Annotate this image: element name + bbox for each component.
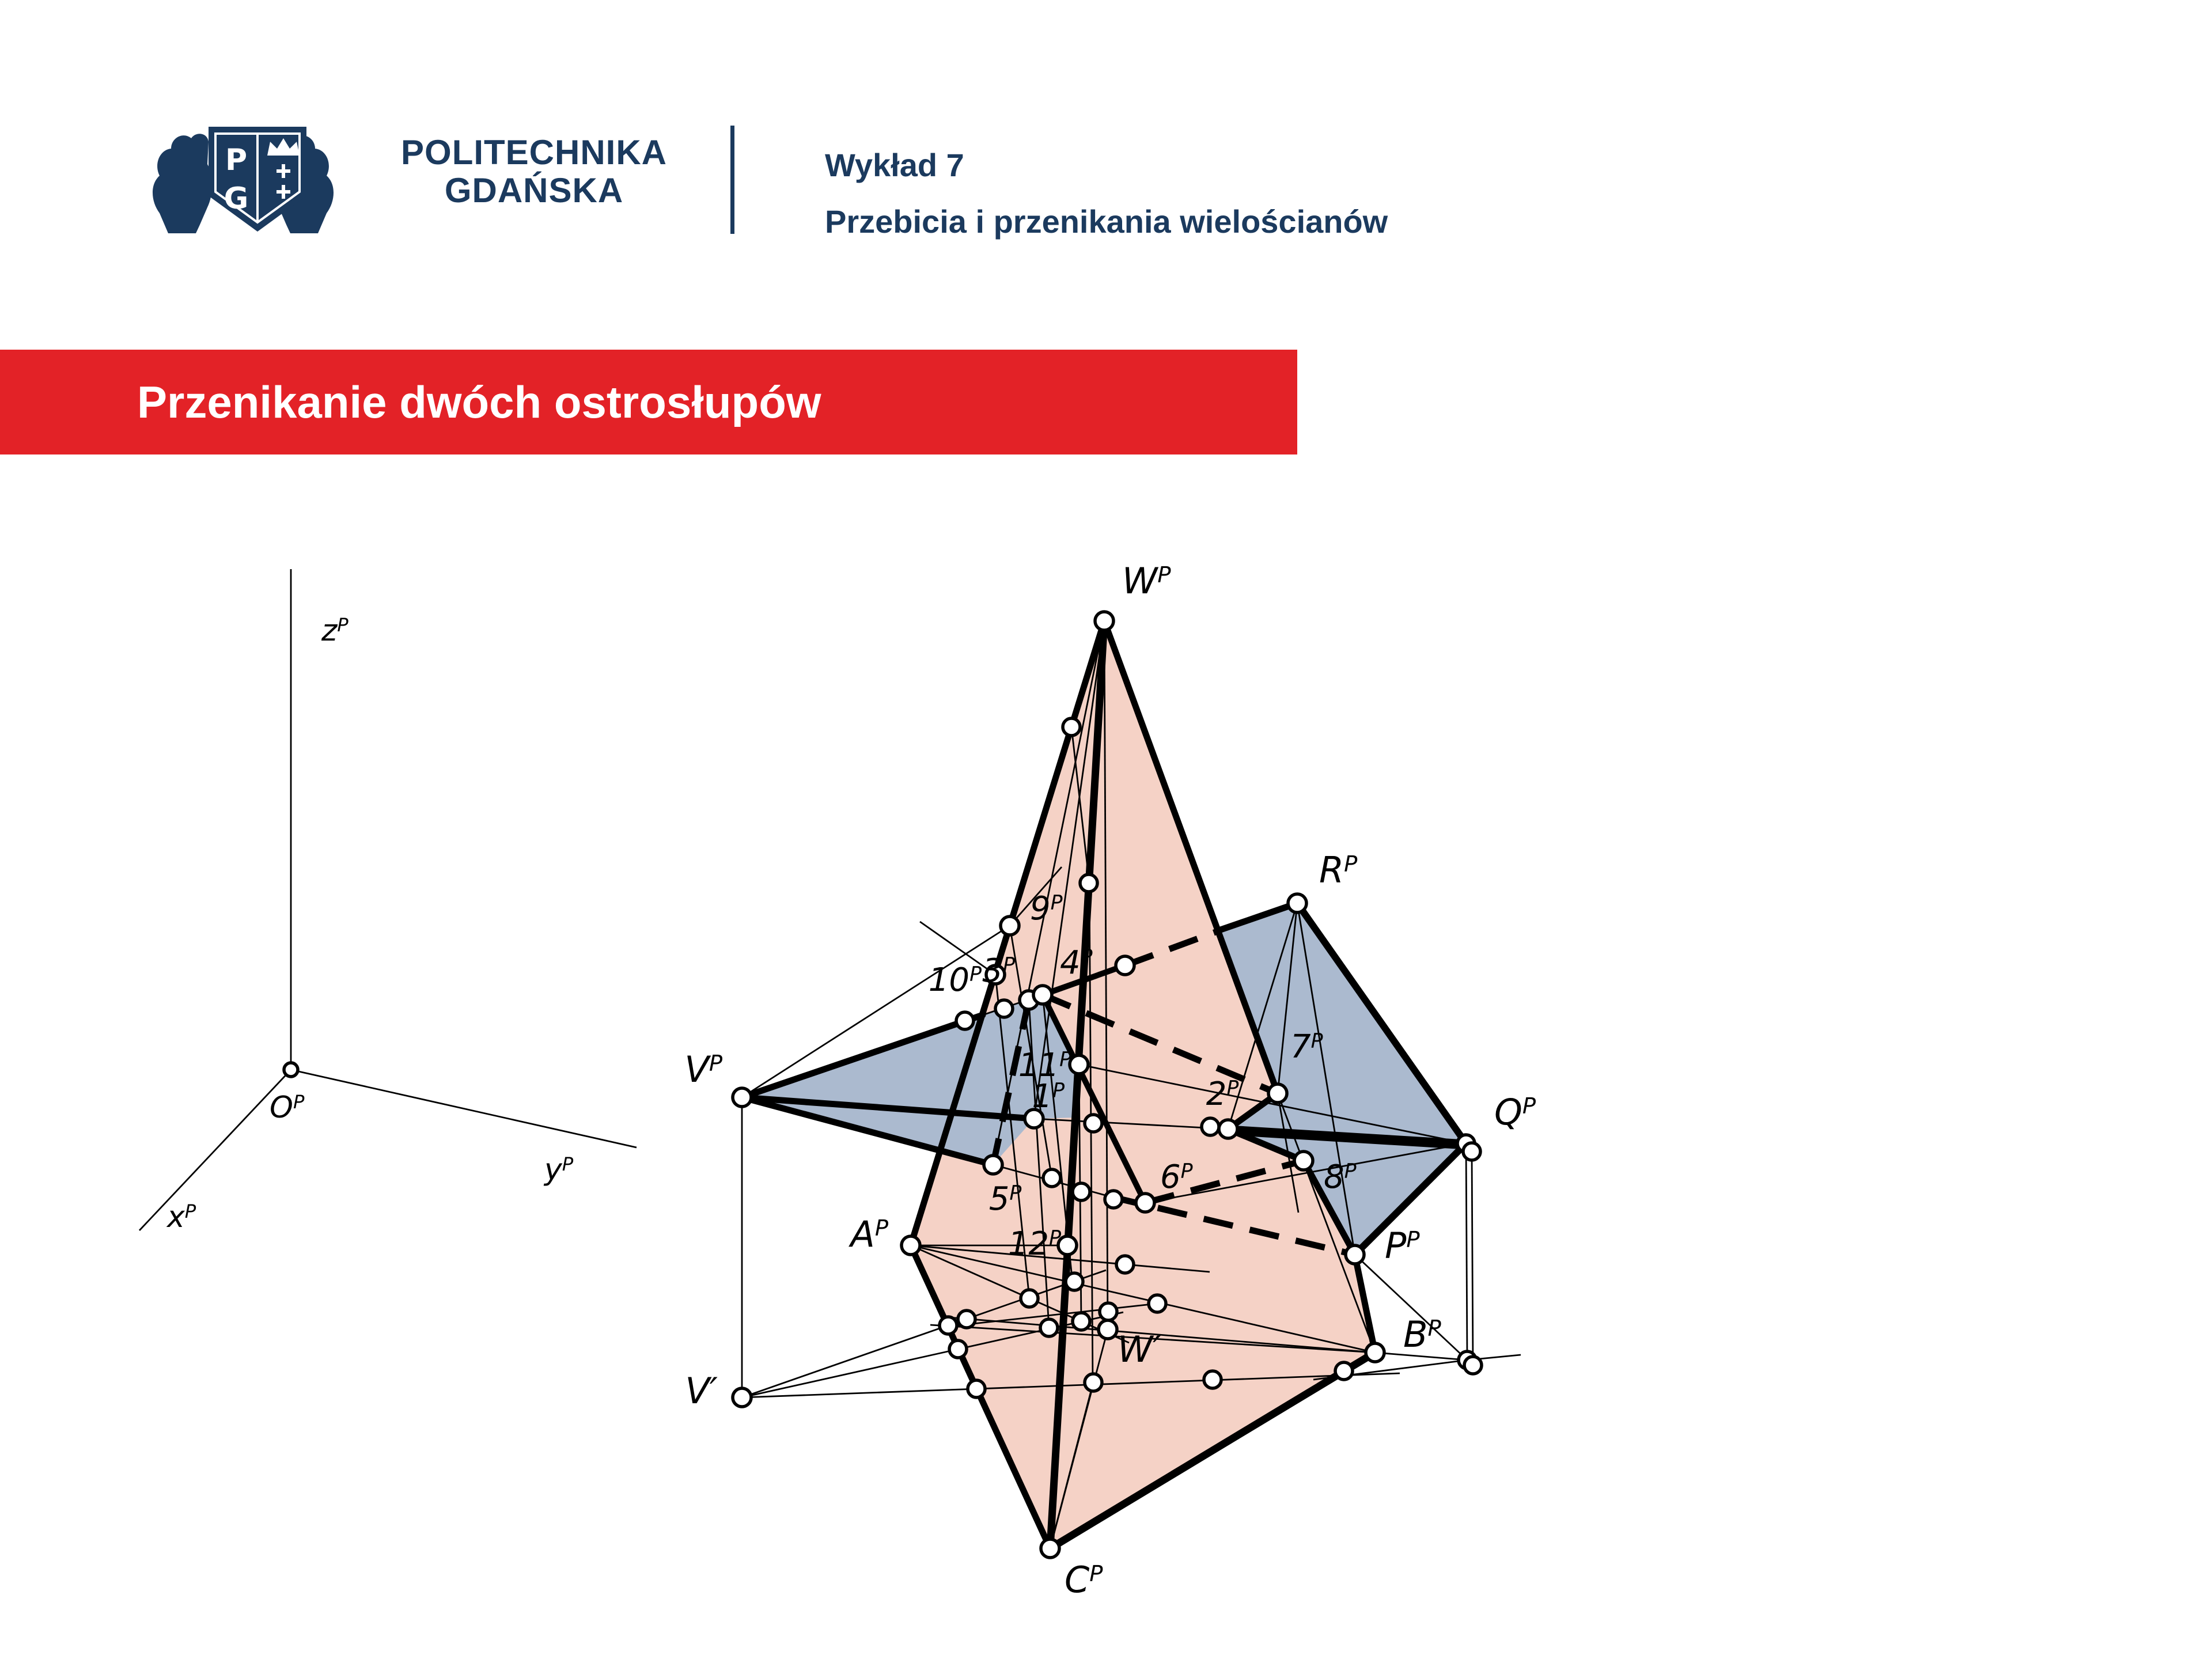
label-11: $11^P$ <box>1018 1047 1071 1084</box>
point-C <box>1041 1539 1059 1558</box>
point-6 <box>1136 1194 1154 1212</box>
point-bottom-b <box>1204 1371 1221 1388</box>
point-5 <box>984 1156 1002 1174</box>
point-left-edge-2 <box>949 1340 967 1358</box>
point-left-of-3 <box>995 1000 1013 1017</box>
label-8: $8^P$ <box>1324 1158 1357 1196</box>
label-10: $10^P$ <box>928 961 982 999</box>
point-on-WC <box>1080 874 1097 892</box>
point-4 <box>1033 986 1052 1004</box>
label-4: $4^P$ <box>1060 944 1093 982</box>
point-left-edge-3 <box>968 1380 985 1397</box>
label-V: $V^P$ <box>684 1048 722 1090</box>
lecture-subtitle: Przebicia i przenikania wielościanów <box>825 203 1388 240</box>
point-A-fan-a <box>1021 1290 1038 1307</box>
university-name-line2: GDAŃSKA <box>444 171 624 210</box>
point-VR-crossing <box>956 1012 974 1029</box>
point-left-edge-1 <box>940 1317 957 1334</box>
label-5: $5^P$ <box>988 1180 1022 1218</box>
origin-marker <box>284 1063 298 1077</box>
point-12-right <box>1116 1256 1134 1273</box>
label-9: $9^P$ <box>1030 890 1063 927</box>
slide-title: Przenikanie dwóch ostrosłupów <box>137 377 821 427</box>
point-W-cluster-3 <box>1100 1303 1117 1320</box>
label-y-axis: $y^P$ <box>544 1153 574 1187</box>
point-bottom-a <box>1085 1374 1102 1391</box>
university-name-line1: POLITECHNIKA <box>401 133 667 172</box>
point-below-B <box>1335 1362 1353 1380</box>
point-B <box>1366 1343 1384 1362</box>
label-Vprime: V′ <box>685 1370 718 1412</box>
label-z-axis: $z^P$ <box>321 613 349 648</box>
label-1: $1^P$ <box>1032 1078 1065 1115</box>
point-Q-double <box>1463 1143 1480 1160</box>
label-2: $2^P$ <box>1206 1075 1239 1113</box>
label-W: $W^P$ <box>1122 560 1171 602</box>
label-R: $R^P$ <box>1319 849 1358 891</box>
x-axis <box>139 1070 291 1230</box>
point-11 <box>1070 1055 1088 1074</box>
point-left-edge-1b <box>958 1310 975 1328</box>
label-Q: $Q^P$ <box>1494 1091 1536 1133</box>
point-Qprime-double <box>1464 1357 1482 1374</box>
label-A: $A^P$ <box>850 1213 888 1255</box>
point-V <box>733 1088 751 1107</box>
label-7: $7^P$ <box>1290 1028 1323 1066</box>
lecture-title: Wykład 7 <box>825 147 964 183</box>
logo-letter-G: G <box>224 181 249 216</box>
label-6: $6^P$ <box>1160 1158 1193 1196</box>
point-on-WA <box>1063 718 1080 736</box>
projector-Q-1 <box>1466 1143 1467 1360</box>
point-Wprime <box>1099 1320 1117 1339</box>
point-P <box>1346 1245 1364 1264</box>
point-8 <box>1294 1152 1313 1170</box>
point-12-below <box>1066 1273 1083 1290</box>
y-axis <box>291 1070 637 1147</box>
point-9 <box>1001 916 1019 935</box>
point-5P-c <box>1105 1191 1122 1208</box>
point-2 <box>1219 1120 1237 1138</box>
point-W-cluster-1 <box>1073 1313 1090 1330</box>
label-Wprime: W′ <box>1118 1328 1161 1370</box>
point-5P-a <box>1043 1169 1060 1187</box>
point-Vprime <box>733 1388 751 1407</box>
label-3: $3^P$ <box>982 952 1015 990</box>
logo-letter-P: P <box>225 143 248 177</box>
point-R <box>1288 894 1306 912</box>
label-B: $B^P$ <box>1403 1313 1441 1355</box>
point-center-cross <box>1085 1115 1102 1132</box>
point-5P-b <box>1073 1183 1090 1200</box>
point-7 <box>1268 1084 1287 1103</box>
point-A-fan-b <box>1149 1295 1166 1312</box>
label-origin: $O^P$ <box>270 1090 305 1125</box>
point-W <box>1095 612 1113 630</box>
label-12: $12^P$ <box>1007 1225 1061 1263</box>
projector-Q-2 <box>1472 1152 1473 1365</box>
point-A <box>902 1236 920 1255</box>
label-C: $C^P$ <box>1065 1559 1103 1601</box>
label-P: $P^P$ <box>1385 1225 1420 1267</box>
point-2a <box>1202 1118 1219 1135</box>
point-W-cluster-2 <box>1040 1319 1058 1336</box>
label-x-axis: $x^P$ <box>167 1200 196 1234</box>
point-on-R4 <box>1116 956 1134 975</box>
